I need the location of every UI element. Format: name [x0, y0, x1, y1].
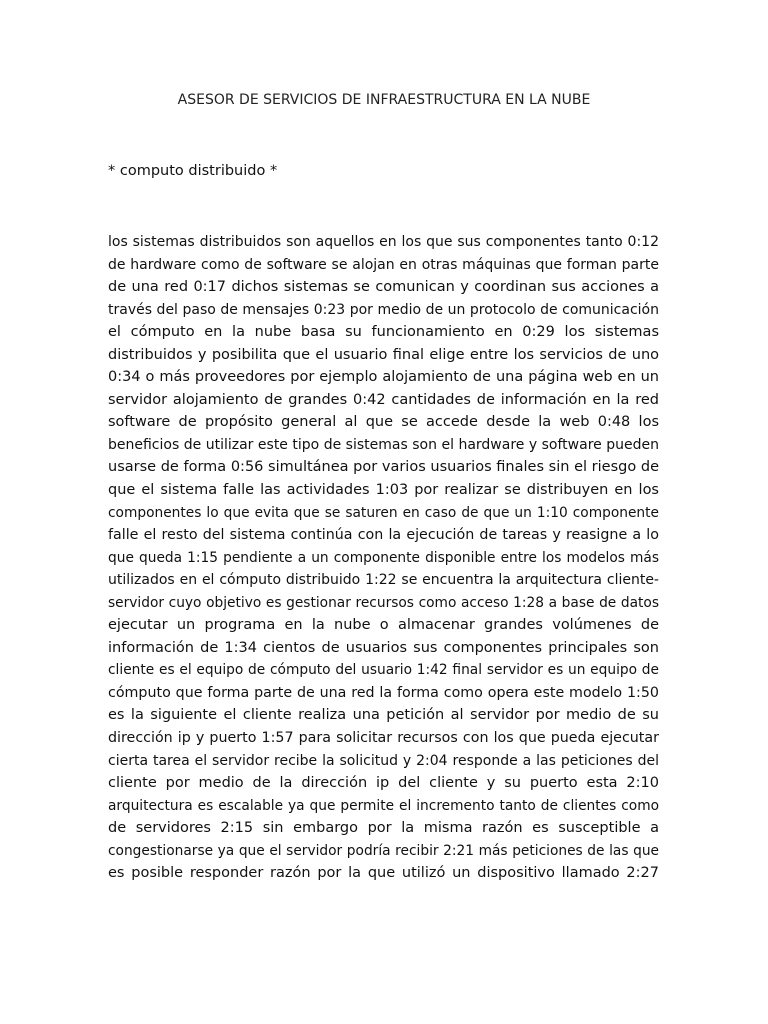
document-body — [108, 231, 659, 885]
body-line: de servidores 2:15 sin embargo por la misma razón es susceptible a — [108, 820, 659, 837]
body-line: software de propósito general al que se accede desde la web 0:48 los — [108, 414, 659, 431]
body-line: información de 1:34 cientos de usuarios sus componentes principales son — [108, 639, 659, 656]
body-line: cliente es el equipo de cómputo del usuario 1:42 final servidor es un equipo de — [108, 662, 659, 679]
body-line: es posible responder razón por la que utilizó un dispositivo llamado 2:27 — [108, 865, 659, 882]
body-line: ejecutar un programa en la nube o almacenar grandes volúmenes de — [108, 617, 659, 634]
section-heading: * computo distribuido * — [108, 163, 278, 179]
body-line: que queda 1:15 pendiente a un componente disponible entre los modelos más — [108, 549, 659, 566]
document-title: ASESOR DE SERVICIOS DE INFRAESTRUCTURA EN LA NUBE — [177, 92, 591, 108]
body-line: de hardware como de software se alojan en otras máquinas que forman parte — [108, 256, 659, 273]
body-line: falle el resto del sistema continúa con la ejecución de tareas y reasigne a lo — [108, 527, 659, 544]
body-line: es la siguiente el cliente realiza una petición al servidor por medio de su — [108, 707, 659, 724]
body-line: servidor alojamiento de grandes 0:42 cantidades de información en la red — [108, 391, 659, 408]
body-line: usarse de forma 0:56 simultánea por varios usuarios finales sin el riesgo de — [108, 459, 659, 476]
body-line: los sistemas distribuidos son aquellos en los que sus componentes tanto 0:12 — [108, 234, 659, 250]
body-line: cómputo que forma parte de una red la forma como opera este modelo 1:50 — [108, 684, 659, 701]
body-line: beneficios de utilizar este tipo de sistemas son el hardware y software pueden — [108, 436, 659, 453]
body-line: componentes lo que evita que se saturen en caso de que un 1:10 componente — [108, 504, 659, 521]
body-line: cierta tarea el servidor recibe la solicitud y 2:04 responde a las peticiones del — [108, 752, 659, 769]
body-line: arquitectura es escalable ya que permite el incremento tanto de clientes como — [108, 797, 659, 814]
body-line: utilizados en el cómputo distribuido 1:22 se encuentra la arquitectura cliente- — [108, 572, 659, 589]
body-line: que el sistema falle las actividades 1:03 por realizar se distribuyen en los — [108, 482, 659, 499]
body-line: el cómputo en la nube basa su funcionamiento en 0:29 los sistemas — [108, 324, 659, 341]
body-line: servidor cuyo objetivo es gestionar recursos como acceso 1:28 a base de datos — [108, 594, 659, 611]
body-line: dirección ip y puerto 1:57 para solicitar recursos con los que pueda ejecutar — [108, 730, 659, 747]
body-line: 0:34 o más proveedores por ejemplo alojamiento de una página web en un — [108, 369, 659, 386]
body-line: distribuidos y posibilita que el usuario final elige entre los servicios de uno — [108, 346, 659, 363]
body-line: través del paso de mensajes 0:23 por medio de un protocolo de comunicación — [108, 301, 659, 318]
body-line: cliente por medio de la dirección ip del cliente y su puerto esta 2:10 — [108, 775, 659, 792]
body-line: congestionarse ya que el servidor podría recibir 2:21 más peticiones de las que — [108, 842, 659, 859]
body-line: de una red 0:17 dichos sistemas se comunican y coordinan sus acciones a — [108, 279, 659, 296]
